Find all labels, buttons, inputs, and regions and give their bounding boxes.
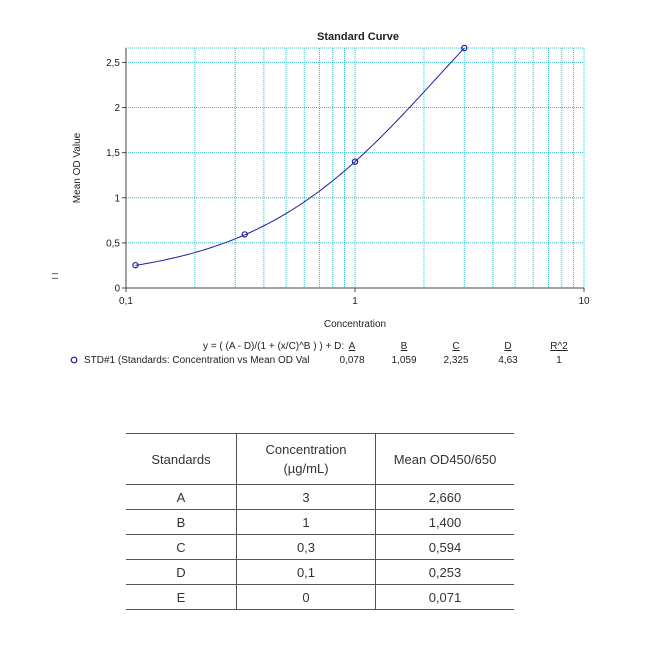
cell-concentration: 0,1 — [237, 560, 376, 585]
cell-mean-od: 1,400 — [376, 510, 515, 535]
y-axis-label: Mean OD Value — [72, 132, 83, 204]
tick-label-layer — [106, 58, 590, 307]
table-row — [126, 560, 514, 585]
cell-concentration: 3 — [237, 485, 376, 510]
cell-concentration: 0 — [237, 585, 376, 610]
side-marker: I I — [51, 272, 60, 280]
header-concentration-label: Concentration — [265, 442, 347, 457]
header-standards: Standards — [126, 434, 237, 485]
x-tick-label: 1 — [352, 296, 358, 307]
table-row — [126, 535, 514, 560]
cell-mean-od: 0,253 — [376, 560, 515, 585]
fit-param-value: 0,078 — [339, 355, 365, 366]
fit-param-name: R^2 — [550, 341, 568, 352]
chart-title: Standard Curve — [317, 31, 399, 43]
x-axis-label: Concentration — [323, 319, 387, 330]
y-tick-label: 2 — [114, 103, 120, 115]
y-tick-label: 1,5 — [106, 148, 120, 160]
header-concentration-unit: (µg/mL) — [283, 461, 329, 476]
cell-concentration: 1 — [237, 510, 376, 535]
x-tick-label: 0,1 — [119, 296, 133, 307]
fit-curve — [135, 48, 464, 265]
header-mean-od: Mean OD450/650 — [376, 434, 515, 485]
fit-param-name: C — [452, 341, 460, 352]
table-row — [126, 585, 514, 610]
table-row — [126, 510, 514, 535]
fit-param-value: 4,63 — [498, 355, 518, 366]
standards-table — [126, 433, 514, 610]
table-row — [126, 485, 514, 510]
cell-mean-od: 0,594 — [376, 535, 515, 560]
grid-layer — [126, 48, 584, 288]
data-point-layer — [133, 45, 467, 267]
fit-param-name: A — [348, 341, 356, 352]
fit-curve-layer — [135, 48, 464, 265]
y-tick-label: 2,5 — [106, 57, 120, 69]
y-tick-label: 1 — [114, 193, 120, 205]
fit-param-name: D — [504, 341, 512, 352]
cell-mean-od: 0,071 — [376, 585, 515, 610]
legend-marker — [70, 356, 78, 364]
table-header-row — [126, 434, 514, 485]
fit-param-name: B — [400, 341, 408, 352]
x-tick-label: 10 — [578, 296, 590, 307]
fit-param-value: 1 — [556, 355, 562, 366]
fit-param-value: 1,059 — [391, 355, 417, 366]
header-concentration — [237, 434, 376, 485]
cell-standard: E — [126, 585, 237, 610]
fit-param-value: 2,325 — [443, 355, 469, 366]
legend-label: STD#1 (Standards: Concentration vs Mean OD Val — [84, 355, 310, 366]
cell-standard: D — [126, 560, 237, 585]
y-tick-label: 0,5 — [106, 238, 120, 250]
cell-standard: C — [126, 535, 237, 560]
cell-standard: B — [126, 510, 237, 535]
y-tick-label: 0 — [114, 283, 120, 295]
legend-entry — [70, 355, 309, 366]
cell-concentration: 0,3 — [237, 535, 376, 560]
cell-standard: A — [126, 485, 237, 510]
fit-equation: y = ( (A - D)/(1 + (x/C)^B ) ) + D: — [203, 341, 345, 352]
cell-mean-od: 2,660 — [376, 485, 515, 510]
